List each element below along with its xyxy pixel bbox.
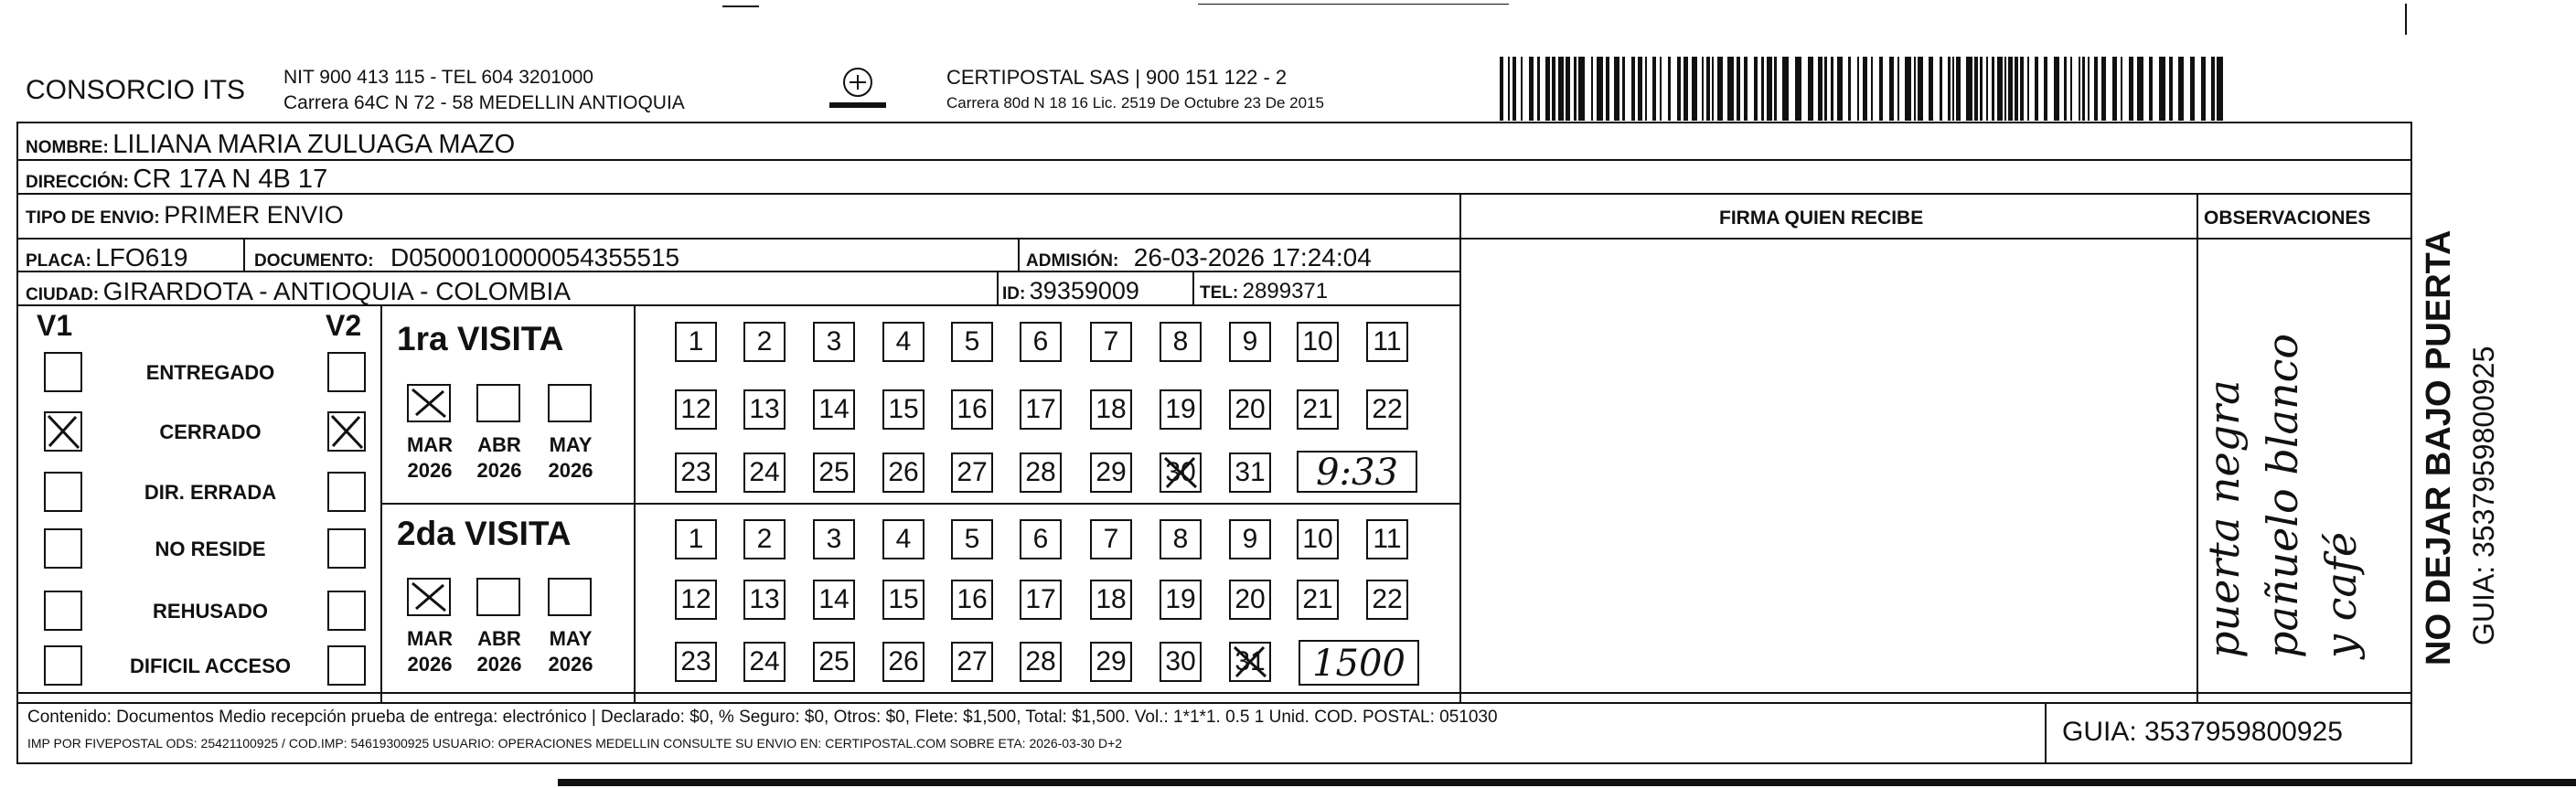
v1-checkbox[interactable] — [44, 472, 82, 512]
plate-value: LFO619 — [95, 243, 188, 272]
year-label: 2026 — [407, 459, 453, 482]
status-label: NO RESIDE — [155, 538, 266, 560]
document-field — [254, 245, 679, 271]
plate-field — [26, 245, 187, 271]
day-box-10[interactable]: 10 — [1297, 519, 1339, 559]
day-box-10[interactable]: 10 — [1297, 322, 1339, 362]
day-box-19[interactable]: 19 — [1160, 389, 1202, 430]
day-box-25[interactable]: 25 — [813, 453, 855, 493]
month-checkbox[interactable] — [476, 578, 520, 616]
id-field — [1002, 279, 1139, 303]
day-box-31[interactable]: 31 — [1229, 453, 1271, 493]
day-box-23[interactable]: 23 — [675, 453, 717, 493]
tel-value: 2899371 — [1242, 279, 1329, 303]
day-box-14[interactable]: 14 — [813, 389, 855, 430]
city-label: CIUDAD: — [26, 285, 100, 304]
day-box-9[interactable]: 9 — [1229, 519, 1271, 559]
id-value: 39359009 — [1029, 277, 1139, 304]
year-label: 2026 — [476, 653, 522, 676]
month-label: MAR — [406, 627, 454, 650]
month-checkbox[interactable] — [548, 384, 592, 422]
day-box-28[interactable]: 28 — [1020, 642, 1062, 682]
id-label: ID: — [1002, 284, 1026, 303]
day-box-22[interactable]: 22 — [1366, 580, 1408, 620]
admission-label: ADMISIÓN: — [1026, 251, 1119, 271]
day-box-11[interactable]: 11 — [1366, 322, 1408, 362]
address-row — [26, 166, 327, 193]
day-box-8[interactable]: 8 — [1160, 322, 1202, 362]
day-box-4[interactable]: 4 — [882, 519, 925, 559]
check-mark-icon — [409, 580, 449, 614]
day-box-16[interactable]: 16 — [951, 389, 993, 430]
visit1-title: 1ra VISITA — [397, 320, 564, 357]
certipostal-logo — [826, 64, 890, 115]
day-box-22[interactable]: 22 — [1366, 389, 1408, 430]
footer-guia: GUIA: 3537959800925 — [2062, 717, 2343, 747]
day-box-26[interactable]: 26 — [882, 453, 925, 493]
v2-header: V2 — [326, 309, 362, 342]
v2-checkbox[interactable] — [327, 352, 366, 392]
day-box-30[interactable]: 30 — [1160, 642, 1202, 682]
day-box-5[interactable]: 5 — [951, 519, 993, 559]
day-box-20[interactable]: 20 — [1229, 580, 1271, 620]
bottom-rule — [558, 779, 2576, 786]
day-box-5[interactable]: 5 — [951, 322, 993, 362]
recipient-name: LILIANA MARIA ZULUAGA MAZO — [112, 130, 516, 159]
v1-checkbox[interactable] — [44, 411, 82, 452]
visit1-time: 9:33 — [1297, 451, 1417, 493]
day-box-24[interactable]: 24 — [743, 642, 786, 682]
day-box-7[interactable]: 7 — [1090, 322, 1132, 362]
day-box-7[interactable]: 7 — [1090, 519, 1132, 559]
v2-checkbox[interactable] — [327, 411, 366, 452]
v1-checkbox[interactable] — [44, 528, 82, 569]
v2-checkbox[interactable] — [327, 591, 366, 631]
day-box-6[interactable]: 6 — [1020, 519, 1062, 559]
shipment-type: PRIMER ENVIO — [164, 201, 344, 229]
address-label: DIRECCIÓN: — [26, 173, 129, 192]
signature-header: FIRMA QUIEN RECIBE — [1719, 208, 1924, 229]
year-label: 2026 — [407, 653, 453, 676]
day-box-25[interactable]: 25 — [813, 642, 855, 682]
v2-checkbox[interactable] — [327, 645, 366, 686]
carrier-address: Carrera 80d N 18 16 Lic. 2519 De Octubre 23 De 2015 — [946, 94, 1324, 112]
day-box-28[interactable]: 28 — [1020, 453, 1062, 493]
day-box-1[interactable]: 1 — [675, 322, 717, 362]
check-mark-icon — [329, 413, 364, 450]
v1-checkbox[interactable] — [44, 352, 82, 392]
day-box-13[interactable]: 13 — [743, 389, 786, 430]
day-box-23[interactable]: 23 — [675, 642, 717, 682]
status-label: DIFICIL ACCESO — [129, 655, 291, 677]
plate-label: PLACA: — [26, 251, 91, 271]
month-checkbox[interactable] — [407, 578, 451, 616]
form-frame — [16, 122, 2412, 694]
month-label: MAY — [549, 627, 593, 650]
observations-header: OBSERVACIONES — [2204, 208, 2371, 229]
day-box-4[interactable]: 4 — [882, 322, 925, 362]
tel-field — [1200, 281, 1328, 303]
day-box-11[interactable]: 11 — [1366, 519, 1408, 559]
v2-checkbox[interactable] — [327, 528, 366, 569]
status-label: DIR. ERRADA — [144, 481, 277, 504]
visit2-time: 1500 — [1299, 640, 1419, 686]
v1-checkbox[interactable] — [44, 645, 82, 686]
day-box-21[interactable]: 21 — [1297, 580, 1339, 620]
day-box-2[interactable]: 2 — [743, 519, 786, 559]
day-box-26[interactable]: 26 — [882, 642, 925, 682]
cross-mark-icon — [1160, 453, 1202, 497]
observation-line: puerta negra — [2199, 379, 2249, 658]
side-guia: GUIA: 3537959800925 — [2467, 346, 2500, 645]
visit2-title: 2da VISITA — [397, 515, 572, 552]
day-box-12[interactable]: 12 — [675, 389, 717, 430]
day-box-20[interactable]: 20 — [1229, 389, 1271, 430]
observations-handwriting — [2195, 293, 2370, 658]
month-checkbox[interactable] — [476, 384, 520, 422]
name-label: NOMBRE: — [26, 138, 109, 157]
status-label: ENTREGADO — [145, 361, 275, 384]
v1-checkbox[interactable] — [44, 591, 82, 631]
observation-line: pañuelo blanco — [2258, 333, 2307, 658]
day-box-3[interactable]: 3 — [813, 322, 855, 362]
day-box-27[interactable]: 27 — [951, 453, 993, 493]
year-label: 2026 — [476, 459, 522, 482]
day-box-1[interactable]: 1 — [675, 519, 717, 559]
day-box-27[interactable]: 27 — [951, 642, 993, 682]
year-label: 2026 — [548, 459, 593, 482]
city-value: GIRARDOTA - ANTIOQUIA - COLOMBIA — [102, 277, 571, 305]
side-warning: NO DEJAR BAJO PUERTA — [2420, 229, 2458, 666]
content-line: Contenido: Documentos Medio recepción prueba de entrega: electrónico | Declarado: $0, % Seguro: $0, Otros: $0, Flete: $1,500, Total: $1,500. Vol.: 1*1*1. 0.5 1 Unid. COD. POSTAL: 051030 — [27, 708, 1498, 727]
check-mark-icon — [46, 413, 80, 450]
v1-header: V1 — [37, 309, 73, 342]
month-label: MAY — [549, 433, 593, 456]
day-box-31[interactable]: 31 — [1229, 642, 1271, 682]
month-label: ABR — [477, 433, 521, 456]
day-box-30[interactable]: 30 — [1160, 453, 1202, 493]
year-label: 2026 — [548, 653, 593, 676]
day-box-15[interactable]: 15 — [882, 580, 925, 620]
check-mark-icon — [409, 386, 449, 421]
day-box-16[interactable]: 16 — [951, 580, 993, 620]
day-box-15[interactable]: 15 — [882, 389, 925, 430]
day-box-18[interactable]: 18 — [1090, 389, 1132, 430]
admission-value: 26-03-2026 17:24:04 — [1133, 243, 1372, 272]
day-box-12[interactable]: 12 — [675, 580, 717, 620]
city-field — [26, 279, 571, 304]
month-checkbox[interactable] — [407, 384, 451, 422]
tel-label: TEL: — [1200, 283, 1239, 303]
day-box-14[interactable]: 14 — [813, 580, 855, 620]
company-nit: NIT 900 413 115 - TEL 604 3201000 — [283, 67, 593, 88]
recipient-address: CR 17A N 4B 17 — [133, 165, 328, 194]
day-box-6[interactable]: 6 — [1020, 322, 1062, 362]
day-box-19[interactable]: 19 — [1160, 580, 1202, 620]
imp-line: IMP POR FIVEPOSTAL ODS: 25421100925 / COD.IMP: 54619300925 USUARIO: OPERACIONES MEDELLIN CONSULTE SU ENVIO EN: CERTIPOSTAL.COM SOBRE ETA: 2026-03-30 D+2 — [27, 736, 1123, 751]
day-box-17[interactable]: 17 — [1020, 389, 1062, 430]
day-box-13[interactable]: 13 — [743, 580, 786, 620]
month-label: ABR — [477, 627, 521, 650]
day-box-17[interactable]: 17 — [1020, 580, 1062, 620]
month-label: MAR — [406, 433, 454, 456]
month-checkbox[interactable] — [548, 578, 592, 616]
carrier-name: CERTIPOSTAL SAS | 900 151 122 - 2 — [946, 66, 1288, 89]
day-box-24[interactable]: 24 — [743, 453, 786, 493]
document-label: DOCUMENTO: — [254, 251, 374, 271]
status-label: CERRADO — [159, 421, 262, 443]
v2-checkbox[interactable] — [327, 472, 366, 512]
day-box-29[interactable]: 29 — [1090, 642, 1132, 682]
cross-mark-icon — [1229, 642, 1271, 687]
day-box-9[interactable]: 9 — [1229, 322, 1271, 362]
day-box-18[interactable]: 18 — [1090, 580, 1132, 620]
observation-line: y café — [2316, 531, 2366, 658]
barcode — [1500, 57, 2231, 121]
admission-field — [1026, 245, 1372, 271]
document-value: D0500010000054355515 — [390, 243, 680, 272]
company-address: Carrera 64C N 72 - 58 MEDELLIN ANTIOQUIA — [283, 92, 685, 113]
status-label: REHUSADO — [153, 600, 268, 623]
type-label: TIPO DE ENVIO: — [26, 208, 160, 228]
type-row — [26, 203, 344, 228]
company-name: CONSORCIO ITS — [26, 75, 246, 105]
name-row — [26, 132, 515, 158]
day-box-29[interactable]: 29 — [1090, 453, 1132, 493]
day-box-3[interactable]: 3 — [813, 519, 855, 559]
day-box-8[interactable]: 8 — [1160, 519, 1202, 559]
day-box-2[interactable]: 2 — [743, 322, 786, 362]
day-box-21[interactable]: 21 — [1297, 389, 1339, 430]
